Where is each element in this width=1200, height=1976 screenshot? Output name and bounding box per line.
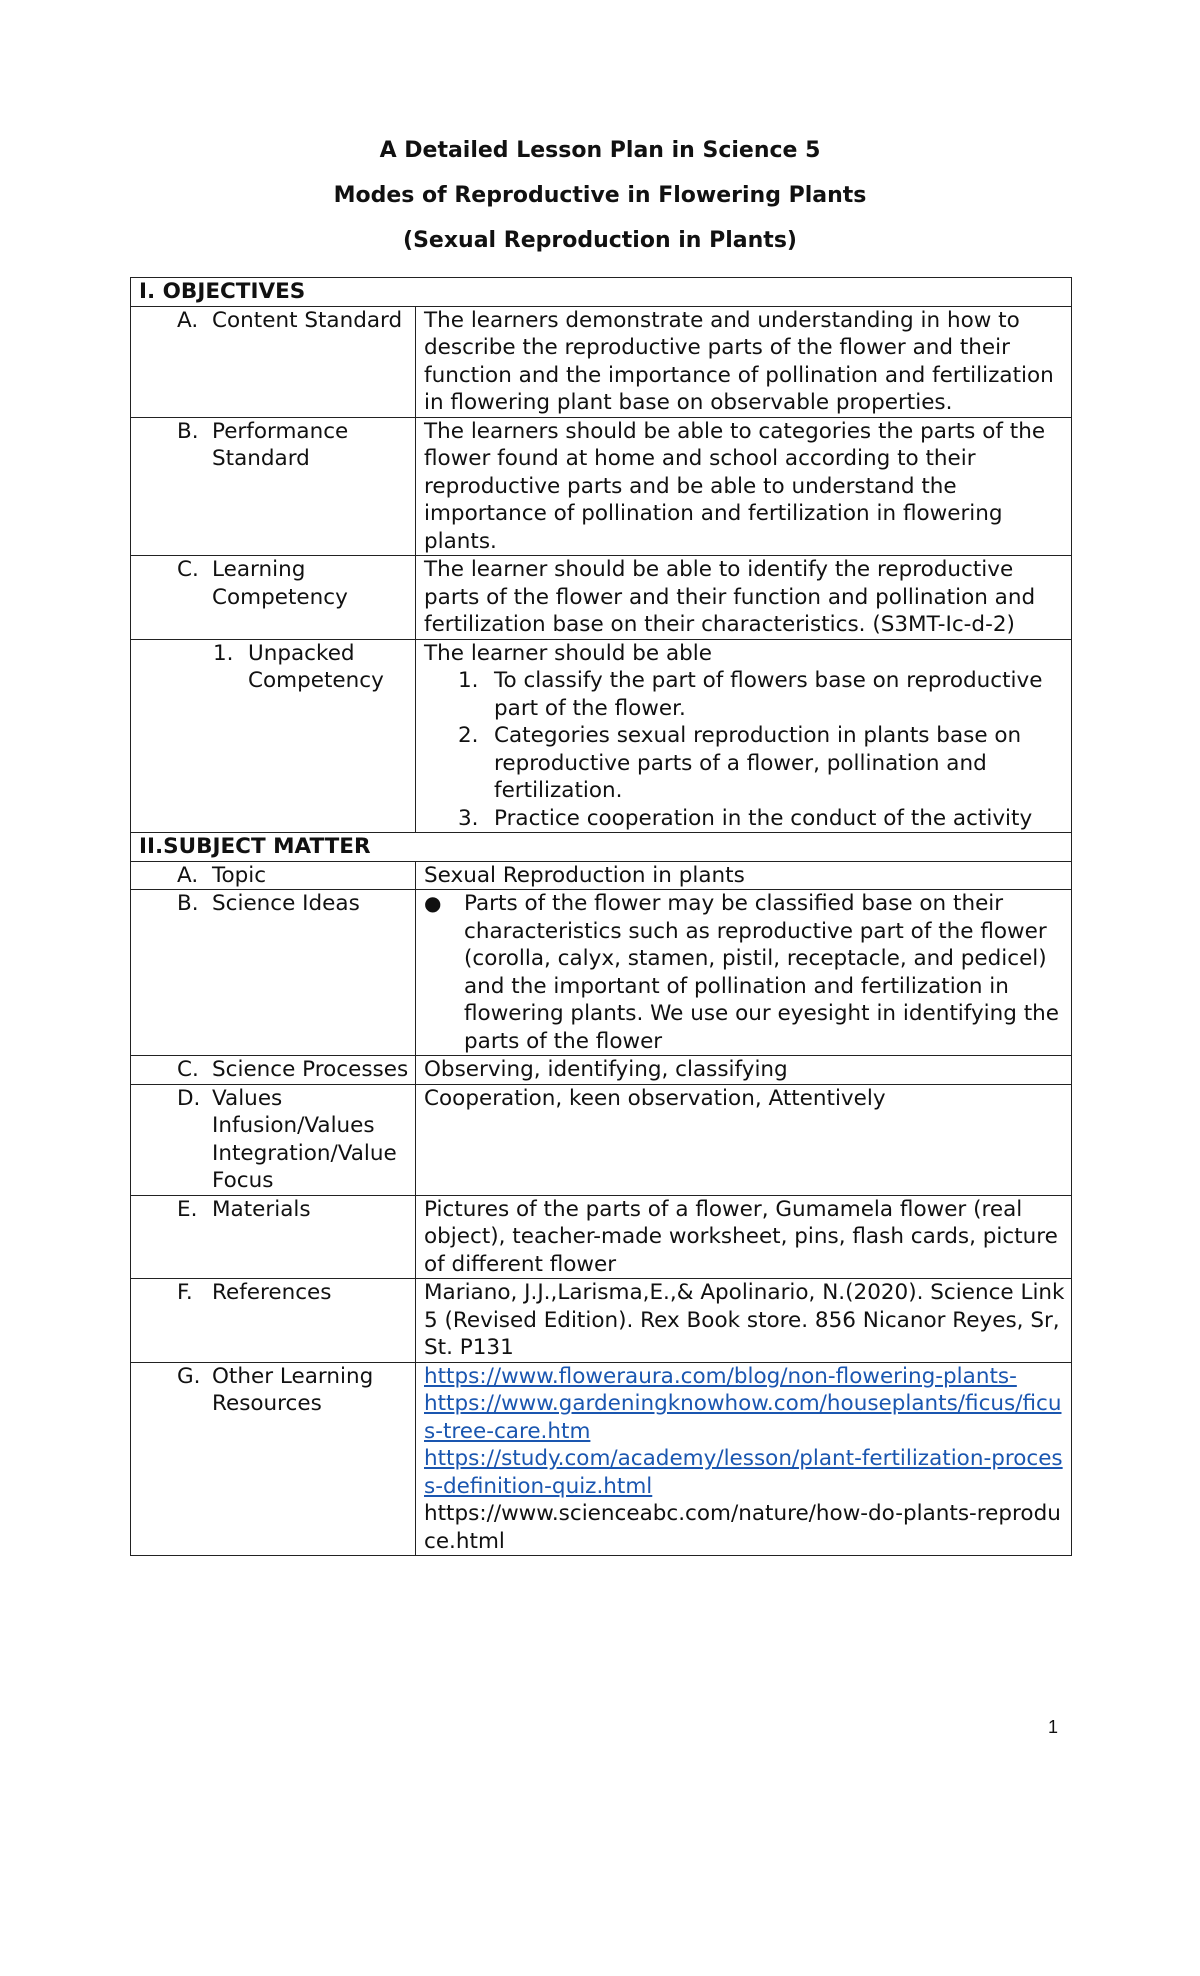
- topic-row: [131, 861, 1072, 890]
- learning-competency-text: The learner should be able to identify the reproductive parts of the flower and their function and pollination and fertilization base on their characteristics. (S3MT-Ic-d-2): [416, 556, 1072, 640]
- unpacked-competency-row: [131, 639, 1072, 833]
- unpacked-competency-label: 1. Unpacked Competency: [213, 640, 384, 693]
- values-row: [131, 1084, 1072, 1195]
- references-label: F. References: [177, 1280, 332, 1305]
- title-line-1: A Detailed Lesson Plan in Science 5: [379, 138, 821, 163]
- science-ideas-text: Parts of the flower may be classified base on their characteristics such as reproductive part of the flower (corolla, calyx, stamen, pistil, receptacle, and pedicel) and the important of pollination and fertilization in flowering plants. We use our eyesight in identifying the parts of the flower: [464, 891, 1060, 1054]
- subject-matter-heading: II.SUBJECT MATTER: [131, 833, 1072, 862]
- references-row: [131, 1279, 1072, 1363]
- resource-link-gardeningknowhow[interactable]: https://www.gardeningknowhow.com/houseplants/ficus/ficus-tree-care.htm: [424, 1391, 1062, 1444]
- performance-standard-row: [131, 417, 1072, 556]
- unpacked-competency-list: [424, 667, 1065, 832]
- content-standard-row: [131, 306, 1072, 417]
- science-ideas-label: B. Science Ideas: [177, 891, 360, 916]
- performance-standard-text: The learners should be able to categories the parts of the flower found at home and school according to their reproductive parts and be able to understand the importance of pollination and fertilization in flowering plants.: [416, 417, 1072, 556]
- resource-url-scienceabc: https://www.scienceabc.com/nature/how-do-plants-reproduce.html: [424, 1501, 1061, 1554]
- title-line-2: Modes of Reproductive in Flowering Plants: [333, 183, 867, 208]
- performance-standard-label: B. Performance Standard: [177, 418, 349, 471]
- science-processes-label: C. Science Processes: [177, 1057, 409, 1082]
- resource-link-floweraura[interactable]: https://www.floweraura.com/blog/non-flowering-plants-: [424, 1363, 1017, 1389]
- values-label: D. Values Infusion/Values Integration/Value Focus: [177, 1085, 397, 1193]
- learning-competency-label: C. Learning Competency: [177, 557, 348, 610]
- objectives-heading: I. OBJECTIVES: [131, 278, 1072, 307]
- topic-label: A. Topic: [177, 862, 267, 888]
- topic-text: Sexual Reproduction in plants: [416, 861, 1072, 890]
- list-item: 1. To classify the part of flowers base on reproductive part of the flower.: [458, 668, 1043, 721]
- lesson-plan-table: [130, 277, 1072, 1556]
- other-resources-row: [131, 1362, 1072, 1556]
- content-standard-text: The learners demonstrate and understanding in how to describe the reproductive parts of the flower and their function and the importance of pollination and fertilization in flowering plant base on observable properties.: [416, 306, 1072, 417]
- document-title: [0, 128, 1200, 263]
- resource-link-study[interactable]: https://study.com/academy/lesson/plant-fertilization-process-definition-quiz.html: [424, 1446, 1063, 1499]
- subject-matter-heading-row: [131, 833, 1072, 862]
- science-ideas-bullet-item: [424, 890, 1065, 1055]
- title-line-3: (Sexual Reproduction in Plants): [403, 228, 797, 253]
- unpacked-competency-intro: The learner should be able: [424, 640, 712, 666]
- content-standard-label: A. Content Standard: [177, 307, 403, 333]
- materials-text: Pictures of the parts of a flower, Gumamela flower (real object), teacher-made worksheet, pins, flash cards, picture of different flower: [416, 1195, 1072, 1279]
- other-resources-label: G. Other Learning Resources: [177, 1363, 374, 1416]
- science-processes-row: [131, 1056, 1072, 1085]
- references-text: Mariano, J.J.,Larisma,E.,& Apolinario, N.(2020). Science Link 5 (Revised Edition). Rex Book store. 856 Nicanor Reyes, Sr, St. P131: [416, 1279, 1072, 1363]
- values-text: Cooperation, keen observation, Attentively: [416, 1084, 1072, 1195]
- science-processes-text: Observing, identifying, classifying: [416, 1056, 1072, 1085]
- list-item: 2. Categories sexual reproduction in plants base on reproductive parts of a flower, pollination and fertilization.: [458, 723, 1022, 803]
- unpacked-competency-cell: [416, 639, 1072, 833]
- other-resources-cell: [416, 1362, 1072, 1556]
- materials-row: [131, 1195, 1072, 1279]
- objectives-heading-row: [131, 278, 1072, 307]
- science-ideas-row: [131, 890, 1072, 1056]
- learning-competency-row: [131, 556, 1072, 640]
- bullet-icon: ●: [424, 891, 442, 915]
- materials-label: E. Materials: [177, 1196, 311, 1222]
- list-item: 3. Practice cooperation in the conduct of the activity: [458, 805, 1033, 831]
- page-number: 1: [1048, 1717, 1059, 1737]
